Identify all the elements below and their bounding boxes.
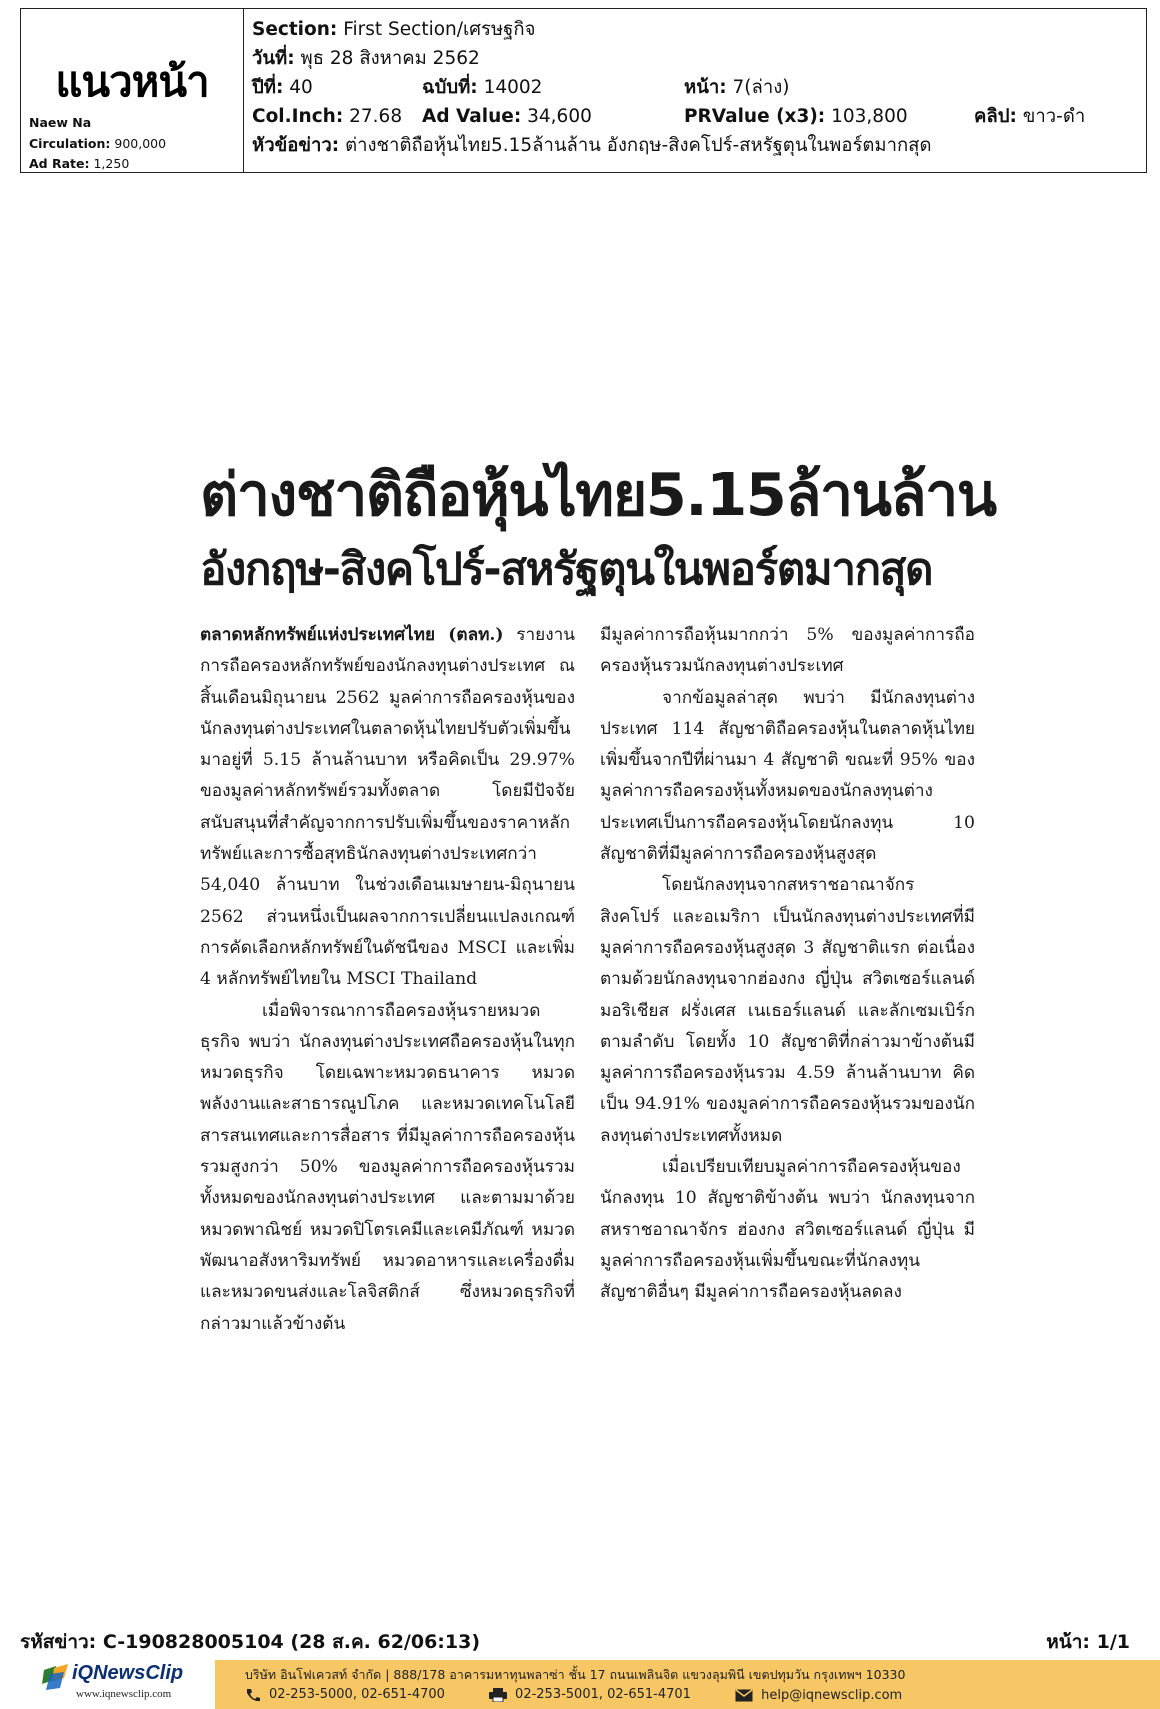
page-value: 7(ล่าง) (732, 77, 790, 98)
colinch-label: Col.Inch: (252, 106, 344, 127)
circulation-label: Circulation: (29, 135, 111, 151)
section-value: First Section/เศรษฐกิจ (343, 19, 536, 40)
contact-bar (215, 1660, 1160, 1709)
article-headline (200, 455, 996, 603)
headline-line-1: ต่างชาติถือหุ้นไทย5.15ล้านล้าน (200, 460, 996, 529)
date-value: พุธ 28 สิงหาคม 2562 (300, 48, 480, 69)
colinch-value: 27.68 (349, 106, 403, 127)
fax-numbers: 02-253-5001, 02-651-4701 (515, 1687, 691, 1702)
contact-list (245, 1687, 942, 1706)
lead-text: ตลาดหลักทรัพย์แห่งประเทศไทย (ตลท.) (200, 625, 504, 645)
clip-id: รหัสข่าว: C-190828005104 (28 ส.ค. 62/06:13) (20, 1631, 481, 1653)
section-label: Section: (252, 19, 338, 40)
publication-panel (21, 9, 244, 172)
publication-name: Naew Na (29, 115, 92, 130)
paragraph-1-body: รายงานการถือครองหลักทรัพย์ของนักลงทุนต่างประเทศ ณ สิ้นเดือนมิถุนายน 2562 มูลค่าการถือครองหุ้นของนักลงทุนต่างประเทศในตลาดหุ้นไทยปรับตัวเพิ่มขึ้นมาอยู่ที่ 5.15 ล้านล้านบาท หรือคิดเป็น 29.97% ของมูลค่าหลักทรัพย์รวมทั้งตลาด โดยมีปัจจัยสนับสนุนที่สำคัญจากการปรับเพิ่มขึ้นของราคาหลักทรัพย์และการซื้อสุทธินักลงทุนต่างประเทศกว่า 54,040 ล้านบาท ในช่วงเดือนเมษายน-มิถุนายน 2562 ส่วนหนึ่งเป็นผลจากการเปลี่ยนแปลงเกณฑ์การคัดเลือกหลักทรัพย์ในดัชนีของ MSCI และเพิ่ม 4 หลักทรัพย์ไทยใน MSCI Thailand (200, 625, 575, 990)
ad-rate-label: Ad Rate: (29, 156, 90, 171)
circulation-value: 900,000 (114, 135, 167, 151)
ad-rate-value: 1,250 (93, 156, 130, 171)
year-label: ปีที่: (252, 77, 284, 98)
clip-header (20, 8, 1147, 173)
paragraph-2: เมื่อพิจารณาการถือครองหุ้นรายหมวดธุรกิจ พบว่า นักลงทุนต่างประเทศถือครองหุ้นในทุกหมวดธุรกิจ โดยเฉพาะหมวดธนาคาร หมวดพลังงานและสาธารณูปโภค และหมวดเทคโนโลยีสารสนเทศและการสื่อสาร ที่มีมูลค่าการถือครองหุ้นรวมสูงกว่า 50% ของมูลค่าการถือครองหุ้นรวมทั้งหมดของนักลงทุนต่างประเทศ และตามมาด้วยหมวดพาณิชย์ หมวดปิโตรเคมีและเคมีภัณฑ์ หมวดพัฒนาอสังหาริมทรัพย์ หมวดอาหารและเครื่องดื่ม และหมวดขนส่งและโลจิสติกส์ ซึ่งหมวดธุรกิจที่กล่าวมาแล้วข้างต้น (200, 1000, 575, 1334)
email-address[interactable]: help@iqnewsclip.com (761, 1687, 903, 1703)
publication-logo: แนวหน้า (55, 57, 209, 106)
topic-value: ต่างชาติถือหุ้นไทย5.15ล้านล้าน อังกฤษ-สิงคโปร์-สหรัฐตุนในพอร์ตมากสุด (345, 135, 932, 156)
clip-label: คลิป: (974, 106, 1017, 127)
date-row (252, 44, 1146, 73)
issue-value: 14002 (483, 77, 543, 98)
paragraph-5: โดยนักลงทุนจากสหราชอาณาจักร สิงคโปร์ และอเมริกา เป็นนักลงทุนต่างประเทศที่มีมูลค่าการถือครองหุ้นสูงสุด 3 สัญชาติแรก ต่อเนื่องตามด้วยนักลงทุนจากฮ่องกง ญี่ปุ่น สวิตเซอร์แลนด์ มอริเชียส ฝรั่งเศส เนเธอร์แลนด์ และลักเซมเบิร์ก ตามลำดับ โดยทั้ง 10 สัญชาติที่กล่าวมาข้างต้นมีมูลค่าการถือครองหุ้นรวม 4.59 ล้านล้านบาท คิดเป็น 94.91% ของมูลค่าการถือครองหุ้นรวมของนักลงทุนต่างประเทศทั้งหมด (600, 875, 975, 1146)
page-label: หน้า: (684, 77, 727, 98)
phone-icon (245, 1688, 261, 1702)
brand-name: iQNewsClip (72, 1662, 184, 1684)
fax-contact (489, 1687, 691, 1702)
page-count: หน้า: 1/1 (1046, 1631, 1130, 1653)
advalue-value: 34,600 (527, 106, 592, 127)
clip-info (244, 9, 1146, 172)
iqnewsclip-mark-icon (42, 1664, 72, 1690)
brand-url: www.iqnewsclip.com (76, 1688, 172, 1700)
date-label: วันที่: (252, 48, 295, 69)
phone-numbers: 02-253-5000, 02-651-4700 (269, 1687, 445, 1702)
iqnewsclip-logo (38, 1660, 213, 1705)
topic-row (252, 131, 1146, 160)
year-value: 40 (289, 77, 313, 98)
fax-icon (489, 1688, 507, 1702)
value-row (252, 102, 1146, 131)
publication-meta (29, 113, 166, 175)
paragraph-6: เมื่อเปรียบเทียบมูลค่าการถือครองหุ้นของนักลงทุน 10 สัญชาติข้างต้น พบว่า นักลงทุนจากสหราชอาณาจักร ฮ่องกง สวิตเซอร์แลนด์ ญี่ปุ่น มีมูลค่าการถือครองหุ้นเพิ่มขึ้นขณะที่นักลงทุนสัญชาติอื่นๆ มีมูลค่าการถือครองหุ้นลดลง (600, 1157, 975, 1303)
issue-label: ฉบับที่: (422, 77, 478, 98)
mail-icon (735, 1689, 753, 1702)
company-address: บริษัท อินโฟเควสท์ จำกัด | 888/178 อาคารมหาทุนพลาซ่า ชั้น 17 ถนนเพลินจิต แขวงลุมพินี เขตปทุมวัน กรุงเทพฯ 10330 (245, 1667, 906, 1682)
phone-contact (245, 1687, 445, 1702)
advalue-label: Ad Value: (422, 106, 522, 127)
article-column-left (200, 620, 575, 1340)
issue-row (252, 73, 1146, 102)
paragraph-1 (200, 620, 575, 996)
topic-label: หัวข้อข่าว: (252, 135, 340, 156)
prvalue-value: 103,800 (831, 106, 908, 127)
paragraph-3: มีมูลค่าการถือหุ้นมากกว่า 5% ของมูลค่าการถือครองหุ้นรวมนักลงทุนต่างประเทศ (600, 625, 975, 677)
headline-line-2: อังกฤษ-สิงคโปร์-สหรัฐตุนในพอร์ตมากสุด (200, 544, 933, 595)
section-row (252, 15, 1146, 44)
paragraph-4: จากข้อมูลล่าสุด พบว่า มีนักลงทุนต่างประเทศ 114 สัญชาติถือครองหุ้นในตลาดหุ้นไทย เพิ่มขึ้นจากปีที่ผ่านมา 4 สัญชาติ ขณะที่ 95% ของมูลค่าการถือครองหุ้นทั้งหมดของนักลงทุนต่างประเทศเป็นการถือครองหุ้นโดยนักลงทุน 10 สัญชาติที่มีมูลค่าการถือครองหุ้นสูงสุด (600, 687, 975, 865)
clip-value: ขาว-ดำ (1022, 106, 1086, 127)
prvalue-label: PRValue (x3): (684, 106, 826, 127)
article-column-right (600, 620, 975, 1309)
email-contact[interactable] (735, 1688, 902, 1703)
